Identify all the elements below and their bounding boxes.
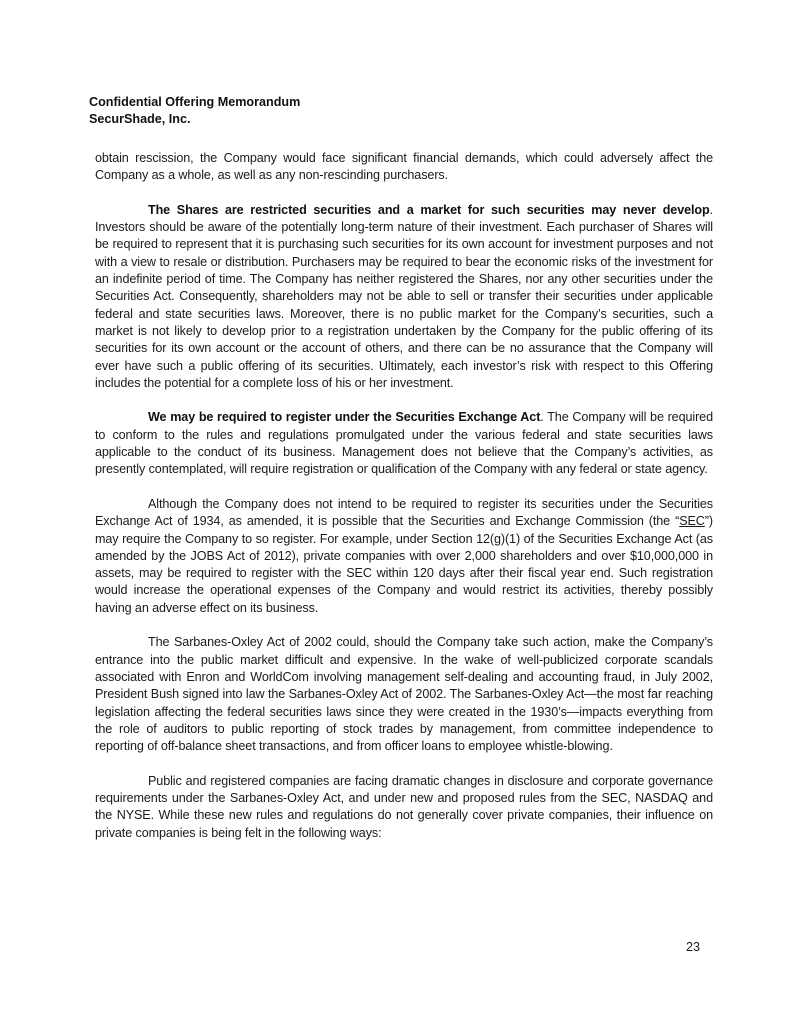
paragraph-restricted-securities [95, 202, 713, 392]
paragraph-text: obtain rescission, the Company would face significant financial demands, which could adversely affect the Company as a whole, as well as any non-rescinding purchasers. [95, 151, 713, 183]
document-body [95, 150, 713, 859]
paragraph-text: The Sarbanes-Oxley Act of 2002 could, should the Company take such action, make the Company’s entrance into the public market difficult and expensive. In the wake of well-publicized corporate scandals associated with Enron and WorldCom involving management self-dealing and accounting fraud, in July 2002, President Bush signed into law the Sarbanes-Oxley Act of 2002. The Sarbanes-Oxley Act—the most far reaching legislation affecting the federal securities laws since they were created in the 1930’s—impacts everything from the role of auditors to public reporting of stock trades by management, from committee independence to reporting of off-balance sheet transactions, and from officer loans to employee whistle-blowing. [95, 635, 713, 754]
page-number: 23 [686, 940, 701, 954]
paragraph-text: ”) may require the Company to so register. For example, under Section 12(g)(1) of the Securities Exchange Act (as amended by the JOBS Act of 2012), private companies with over 2,000 shareholders and over $10,000,000 in assets, may be required to register with the SEC within 120 days after their fiscal year end. Such registration would increase the operational expenses of the Company and would restrict its activities, thereby possibly having an adverse effect on its business. [95, 514, 713, 615]
paragraph-text: Public and registered companies are facing dramatic changes in disclosure and corporate governance requirements under the Sarbanes-Oxley Act, and under new and proposed rules from the SEC, NASDAQ and the NYSE. While these new rules and regulations do not generally cover private companies, their influence on private companies is being felt in the following ways: [95, 773, 713, 840]
paragraph-governance [95, 773, 713, 842]
paragraph-sarbanes-oxley [95, 634, 713, 755]
document-header [89, 94, 300, 128]
header-company: SecurShade, Inc. [89, 112, 191, 126]
paragraph-heading: The Shares are restricted securities and a market for such securities may never develop [148, 202, 710, 217]
paragraph-sec-registration [95, 496, 713, 617]
header-title: Confidential Offering Memorandum [89, 95, 301, 109]
paragraph-text: Although the Company does not intend to be required to register its securities under the Securities Exchange Act of 1934, as amended, it is possible that the Securities and Exchange Commission (the “ [95, 496, 713, 529]
paragraph-rescission [95, 150, 713, 185]
sec-defined-term: SEC [679, 514, 705, 529]
paragraph-text: . Investors should be aware of the potentially long-term nature of their investment. Each purchaser of Shares will be required to represent that it is purchasing such securities for its own account for investment purposes and not with a view to resale or distribution. Purchasers may be required to bear the economic risks of the investment for an indefinite period of time. The Company has neither registered the Shares, nor any other securities under the Securities Act. Consequently, shareholders may not be able to sell or transfer their securities under applicable federal and state securities laws. Moreover, there is no public market for the Company’s securities, such a market is not likely to develop prior to a registration undertaken by the Company for the public offering of its securities for its own account or the account of others, and there can be no assurance that the Company will ever have such a public offering of its securities. Ultimately, each investor’s risk with respect to this Offering includes the potential for a complete loss of his or her investment. [95, 202, 713, 390]
paragraph-exchange-act [95, 409, 713, 478]
paragraph-heading: We may be required to register under the Securities Exchange Act [148, 410, 541, 425]
paragraph-text: . The Company will be required to conform to the rules and regulations promulgated under the various federal and state securities laws applicable to the conduct of its business. Management does not believe that the Company’s activities, as presently contemplated, will require registration or qualification of the Company with any federal or state agency. [95, 410, 713, 477]
